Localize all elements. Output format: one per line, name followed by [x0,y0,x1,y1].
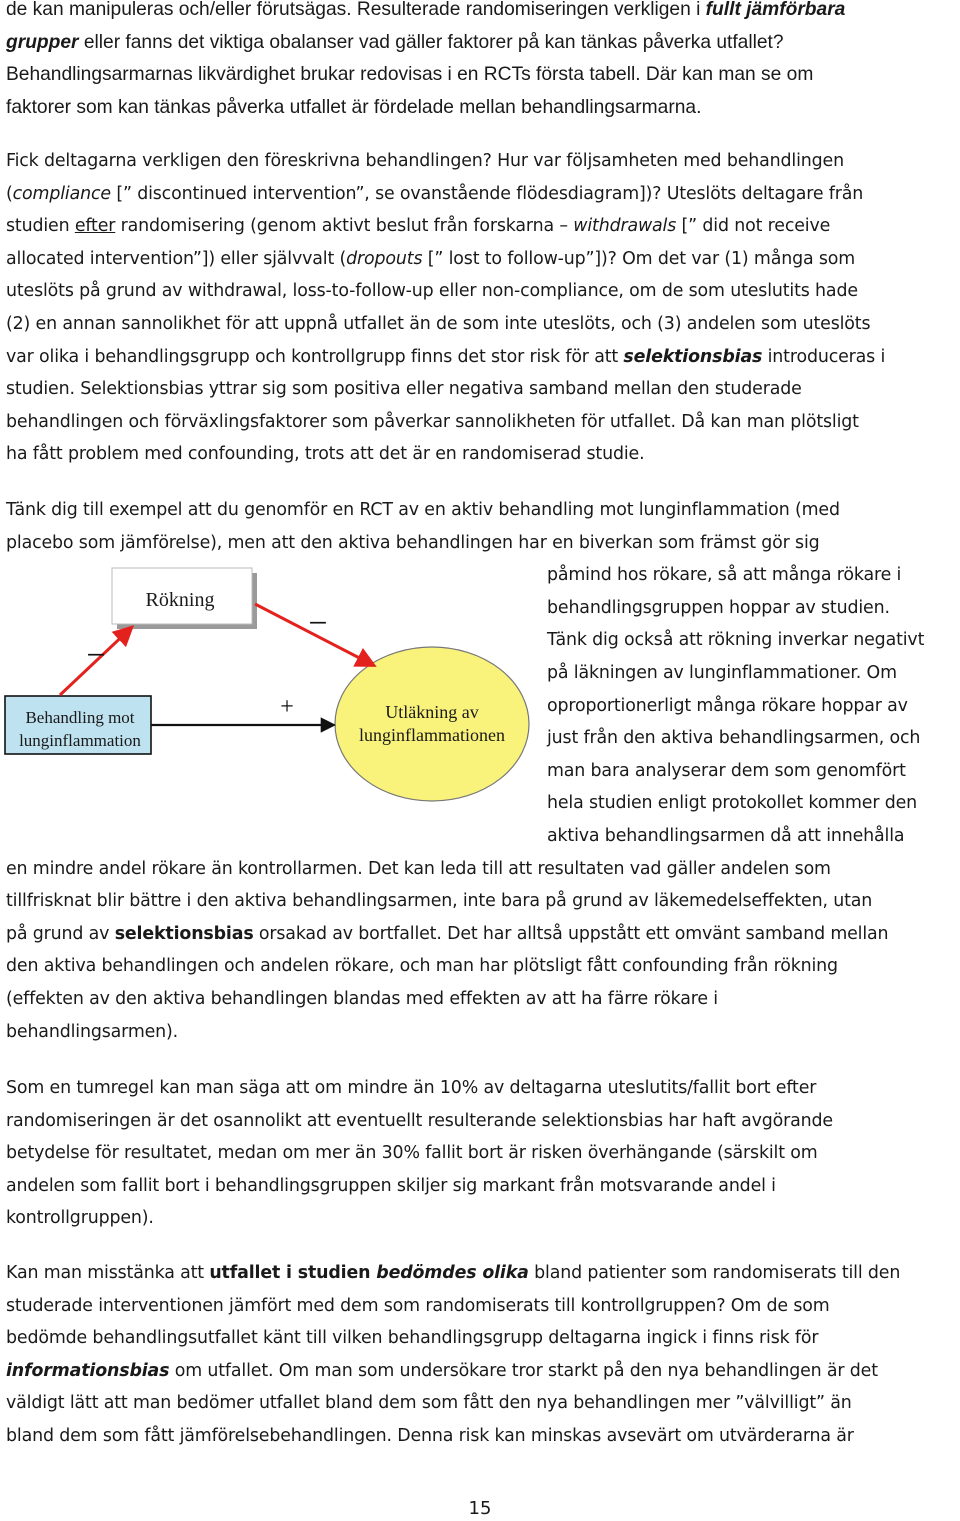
smoking-label: Rökning [145,589,215,611]
text-line: oproportionerligt många rökare hoppar av [547,695,908,716]
text-line: behandlingen och förväxlingsfaktorer som påverkar sannolikheten för utfallet. Då kan man plötsligt [6,411,859,432]
text-line: (compliance [” discontinued intervention”, se ovanstående flödesdiagram])? Uteslöts deltagare från [6,183,864,204]
paragraph-5 [6,1257,956,1453]
text-line: behandlingsarmen). [6,1021,179,1042]
text-line: behandlingsgruppen hoppar av studien. [547,597,890,618]
outcome-label-line-1: Utläkning av [385,702,479,722]
text-line: på läkningen av lunginflammationer. Om [547,662,897,683]
text-line: allocated intervention”]) eller självvalt (dropouts [” lost to follow-up”])? Om det var (1) många som [6,248,856,269]
sign-treatment-smoking: − [86,637,106,674]
paragraph-4 [6,1072,956,1235]
text-line: Fick deltagarna verkligen den föreskrivna behandlingen? Hur var följsamheten med behandlingen [6,151,844,171]
text-line: de kan manipuleras och/eller förutsägas. Resulterade randomiseringen verkligen i fullt jämförbara [6,0,846,20]
text-line: Som en tumregel kan man säga att om mindre än 10% av deltagarna uteslutits/fallit bort efter [6,1078,817,1098]
outcome-label-line-2: lunginflammationen [359,725,505,745]
text-line: studerade interventionen jämfört med dem som randomiserats till kontrollgruppen? Om de som [6,1295,830,1316]
text-line: bland dem som fått jämförelsebehandlingen. Denna risk kan minskas avsevärt om utvärderarna är [6,1425,854,1446]
text-line: tillfrisknat blir bättre i den aktiva behandlingsarmen, inte bara på grund av läkemedelseffekten, utan [6,891,873,912]
text-line: studien efter randomisering (genom aktivt beslut från forskarna – withdrawals [” did not receive [6,216,831,237]
text-line: (2) en annan sannolikhet för att uppnå utfallet än de som inte uteslöts, och (3) andelen som uteslöts [6,313,871,334]
text-line: Tänk dig till exempel att du genomför en RCT av en aktiv behandling mot lunginflammation (med [6,500,840,520]
text-line: just från den aktiva behandlingsarmen, och [547,728,921,749]
text-line: påmind hos rökare, så att många rökare i [547,565,902,586]
text-line: informationsbias om utfallet. Om man som undersökare tror starkt på den nya behandlingen är det [6,1360,878,1381]
text-line: andelen som fallit bort i behandlingsgruppen skiljer sig markant från motsvarande andel i [6,1175,776,1196]
text-line: Kan man misstänka att utfallet i studien bedömdes olika bland patienter som randomiserats till den [6,1263,901,1283]
sign-treatment-outcome: + [280,694,294,720]
text-line: randomiseringen är det osannolikt att eventuellt resulterande selektionsbias har haft avgörande [6,1110,833,1131]
text-line: en mindre andel rökare än kontrollarmen. Det kan leda till att resultaten vad gäller andelen som [6,858,831,879]
text-line: ha fått problem med confounding, trots att det är en randomiserad studie. [6,444,645,465]
text-line: (effekten av den aktiva behandlingen blandas med effekten av att ha färre rökare i [6,988,718,1009]
text-line: faktorer som kan tänkas påverka utfallet är fördelade mellan behandlingsarmarna. [6,96,702,118]
page-number: 15 [468,1498,492,1519]
confounding-diagram [0,562,540,812]
text-line: man bara analyserar dem som genomfört [547,760,906,781]
text-line: Behandlingsarmarnas likvärdighet brukar redovisas i en RCTs första tabell. Där kan man se om [6,64,814,85]
text-line: uteslöts på grund av withdrawal, loss-to-follow-up eller non-compliance, om de som uteslutits hade [6,281,858,302]
text-line: var olika i behandlingsgrupp och kontrollgrupp finns det stor risk för att selektionsbias introduceras i [6,346,886,367]
paragraph-2 [6,145,956,471]
text-line: Tänk dig också att rökning inverkar negativt [547,630,925,651]
text-line: på grund av selektionsbias orsakad av bortfallet. Det har alltså uppstått ett omvänt samband mellan [6,923,889,944]
text-line: kontrollgruppen). [6,1208,154,1229]
paragraph-1 [6,0,956,124]
sign-smoking-outcome: − [308,605,328,642]
treatment-label-line-1: Behandling mot [25,708,135,727]
text-line: bedömde behandlingsutfallet känt till vilken behandlingsgrupp deltagarna ingick i finns risk för [6,1328,819,1349]
outcome-ellipse [335,647,529,801]
text-line: den aktiva behandlingen och andelen rökare, och man har plötsligt fått confounding från rökning [6,956,838,977]
text-line: väldigt lätt att man bedömer utfallet bland dem som fått den nya behandlingen mer ”välvilligt” än [6,1393,852,1414]
text-line: aktiva behandlingsarmen då att innehålla [547,825,905,846]
text-line: grupper eller fanns det viktiga obalanser vad gäller faktorer på kan tänkas påverka utfallet? [6,31,784,53]
text-line: placebo som jämförelse), men att den aktiva behandlingen har en biverkan som främst gör sig [6,532,820,553]
text-line: hela studien enligt protokollet kommer den [547,793,918,814]
text-line: betydelse för resultatet, medan om mer än 30% fallit bort är risken överhängande (särskilt om [6,1143,818,1164]
treatment-label-line-2: lunginflammation [19,731,141,750]
text-line: studien. Selektionsbias yttrar sig som positiva eller negativa samband mellan den studerade [6,379,802,400]
